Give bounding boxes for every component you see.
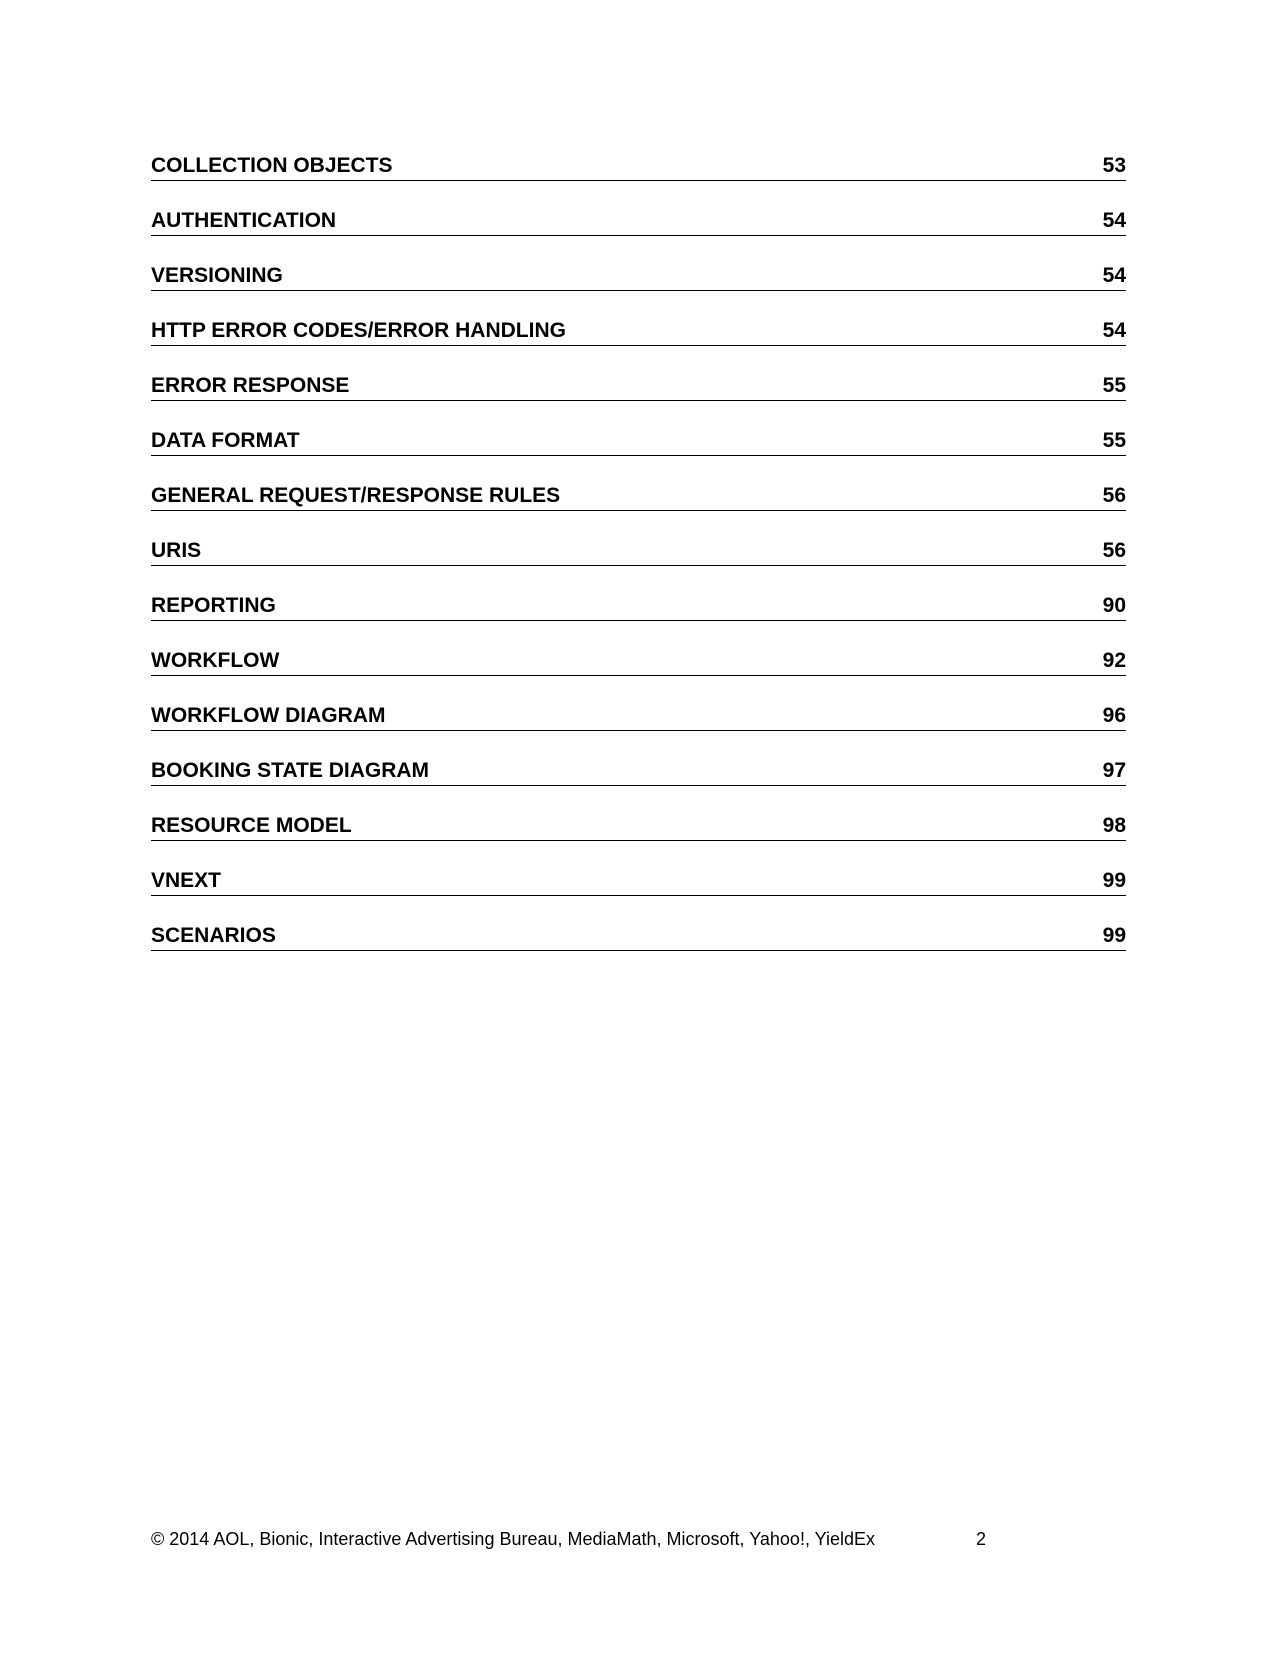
toc-entry-title: SCENARIOS: [151, 924, 276, 947]
toc-entry-title: RESOURCE MODEL: [151, 814, 352, 837]
page-footer: [151, 1528, 987, 1550]
footer-page-number: 2: [976, 1529, 987, 1549]
toc-entry-workflow-diagram[interactable]: [151, 700, 1126, 731]
toc-entry-scenarios[interactable]: [151, 920, 1126, 951]
toc-entry-page: 56: [1102, 484, 1126, 507]
toc-entry-title: BOOKING STATE DIAGRAM: [151, 759, 430, 782]
toc-entry-page: 90: [1102, 594, 1126, 617]
table-of-contents: [151, 150, 1126, 975]
toc-entry-page: 99: [1102, 924, 1126, 947]
toc-entry-title: VNEXT: [151, 869, 222, 892]
toc-entry-title: URIS: [151, 539, 202, 562]
toc-entry-title: GENERAL REQUEST/RESPONSE RULES: [151, 484, 561, 507]
toc-entry-title: WORKFLOW: [151, 649, 280, 672]
toc-entry-data-format[interactable]: [151, 425, 1126, 456]
toc-entry-error-response[interactable]: [151, 370, 1126, 401]
toc-entry-page: 54: [1102, 319, 1126, 342]
toc-entry-page: 55: [1102, 429, 1126, 452]
toc-entry-title: VERSIONING: [151, 264, 283, 287]
toc-entry-title: COLLECTION OBJECTS: [151, 154, 393, 177]
toc-entry-booking-state-diagram[interactable]: [151, 755, 1126, 786]
toc-entry-page: 54: [1102, 209, 1126, 232]
toc-entry-page: 55: [1102, 374, 1126, 397]
footer-copyright: © 2014 AOL, Bionic, Interactive Advertising Bureau, MediaMath, Microsoft, Yahoo!, YieldEx: [151, 1529, 875, 1549]
toc-entry-page: 97: [1102, 759, 1126, 782]
toc-entry-title: REPORTING: [151, 594, 276, 617]
toc-entry-page: 54: [1102, 264, 1126, 287]
toc-entry-reporting[interactable]: [151, 590, 1126, 621]
toc-entry-page: 98: [1102, 814, 1126, 837]
toc-entry-workflow[interactable]: [151, 645, 1126, 676]
toc-entry-versioning[interactable]: [151, 260, 1126, 291]
toc-entry-title: DATA FORMAT: [151, 429, 300, 452]
toc-entry-page: 56: [1102, 539, 1126, 562]
toc-entry-page: 53: [1102, 154, 1126, 177]
toc-entry-title: ERROR RESPONSE: [151, 374, 350, 397]
toc-entry-general-request-response-rules[interactable]: [151, 480, 1126, 511]
toc-entry-page: 99: [1102, 869, 1126, 892]
toc-entry-page: 96: [1102, 704, 1126, 727]
toc-entry-resource-model[interactable]: [151, 810, 1126, 841]
toc-entry-vnext[interactable]: [151, 865, 1126, 896]
toc-entry-authentication[interactable]: [151, 205, 1126, 236]
toc-entry-collection-objects[interactable]: [151, 150, 1126, 181]
toc-entry-page: 92: [1102, 649, 1126, 672]
toc-entry-http-error-codes[interactable]: [151, 315, 1126, 346]
toc-entry-title: WORKFLOW DIAGRAM: [151, 704, 386, 727]
toc-entry-title: AUTHENTICATION: [151, 209, 337, 232]
toc-entry-uris[interactable]: [151, 535, 1126, 566]
toc-entry-title: HTTP ERROR CODES/ERROR HANDLING: [151, 319, 566, 342]
